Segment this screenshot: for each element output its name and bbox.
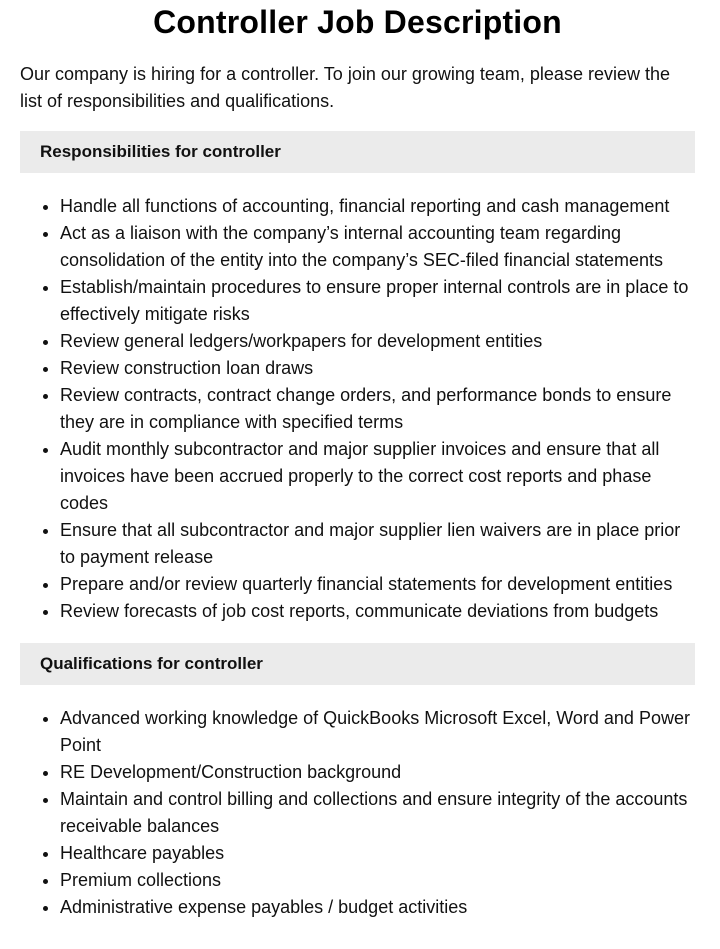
list-item: • Healthcare payables <box>60 840 695 867</box>
list-item: • Establish/maintain procedures to ensure proper internal controls are in place to effectively mitigate risks <box>60 274 695 328</box>
responsibilities-heading: Responsibilities for controller <box>20 131 695 173</box>
list-item: • Premium collections <box>60 867 695 894</box>
intro-paragraph: Our company is hiring for a controller. To join our growing team, please review the list of responsibilities and qualifications. <box>20 64 670 111</box>
list-item: • Ensure that all subcontractor and major supplier lien waivers are in place prior to payment release <box>60 517 695 571</box>
list-item: • Review forecasts of job cost reports, communicate deviations from budgets <box>60 598 695 625</box>
responsibilities-list <box>20 193 695 625</box>
list-item: • Review contracts, contract change orders, and performance bonds to ensure they are in compliance with specified terms <box>60 382 695 436</box>
list-item: • Maintain and control billing and collections and ensure integrity of the accounts receivable balances <box>60 786 695 840</box>
list-item: • Handle all functions of accounting, financial reporting and cash management <box>60 193 695 220</box>
qualifications-list <box>20 705 695 921</box>
list-item: • Review construction loan draws <box>60 355 695 382</box>
list-item: • Advanced working knowledge of QuickBooks Microsoft Excel, Word and Power Point <box>60 705 695 759</box>
list-item: • Prepare and/or review quarterly financial statements for development entities <box>60 571 695 598</box>
qualifications-heading: Qualifications for controller <box>20 643 695 685</box>
list-item: • Administrative expense payables / budget activities <box>60 894 695 921</box>
list-item: • Act as a liaison with the company’s internal accounting team regarding consolidation of the entity into the company’s SEC-filed financial statements <box>60 220 695 274</box>
list-item: • Review general ledgers/workpapers for development entities <box>60 328 695 355</box>
page-title: Controller Job Description <box>153 4 562 40</box>
list-item: • Audit monthly subcontractor and major supplier invoices and ensure that all invoices have been accrued properly to the correct cost reports and phase codes <box>60 436 695 517</box>
list-item: • RE Development/Construction background <box>60 759 695 786</box>
